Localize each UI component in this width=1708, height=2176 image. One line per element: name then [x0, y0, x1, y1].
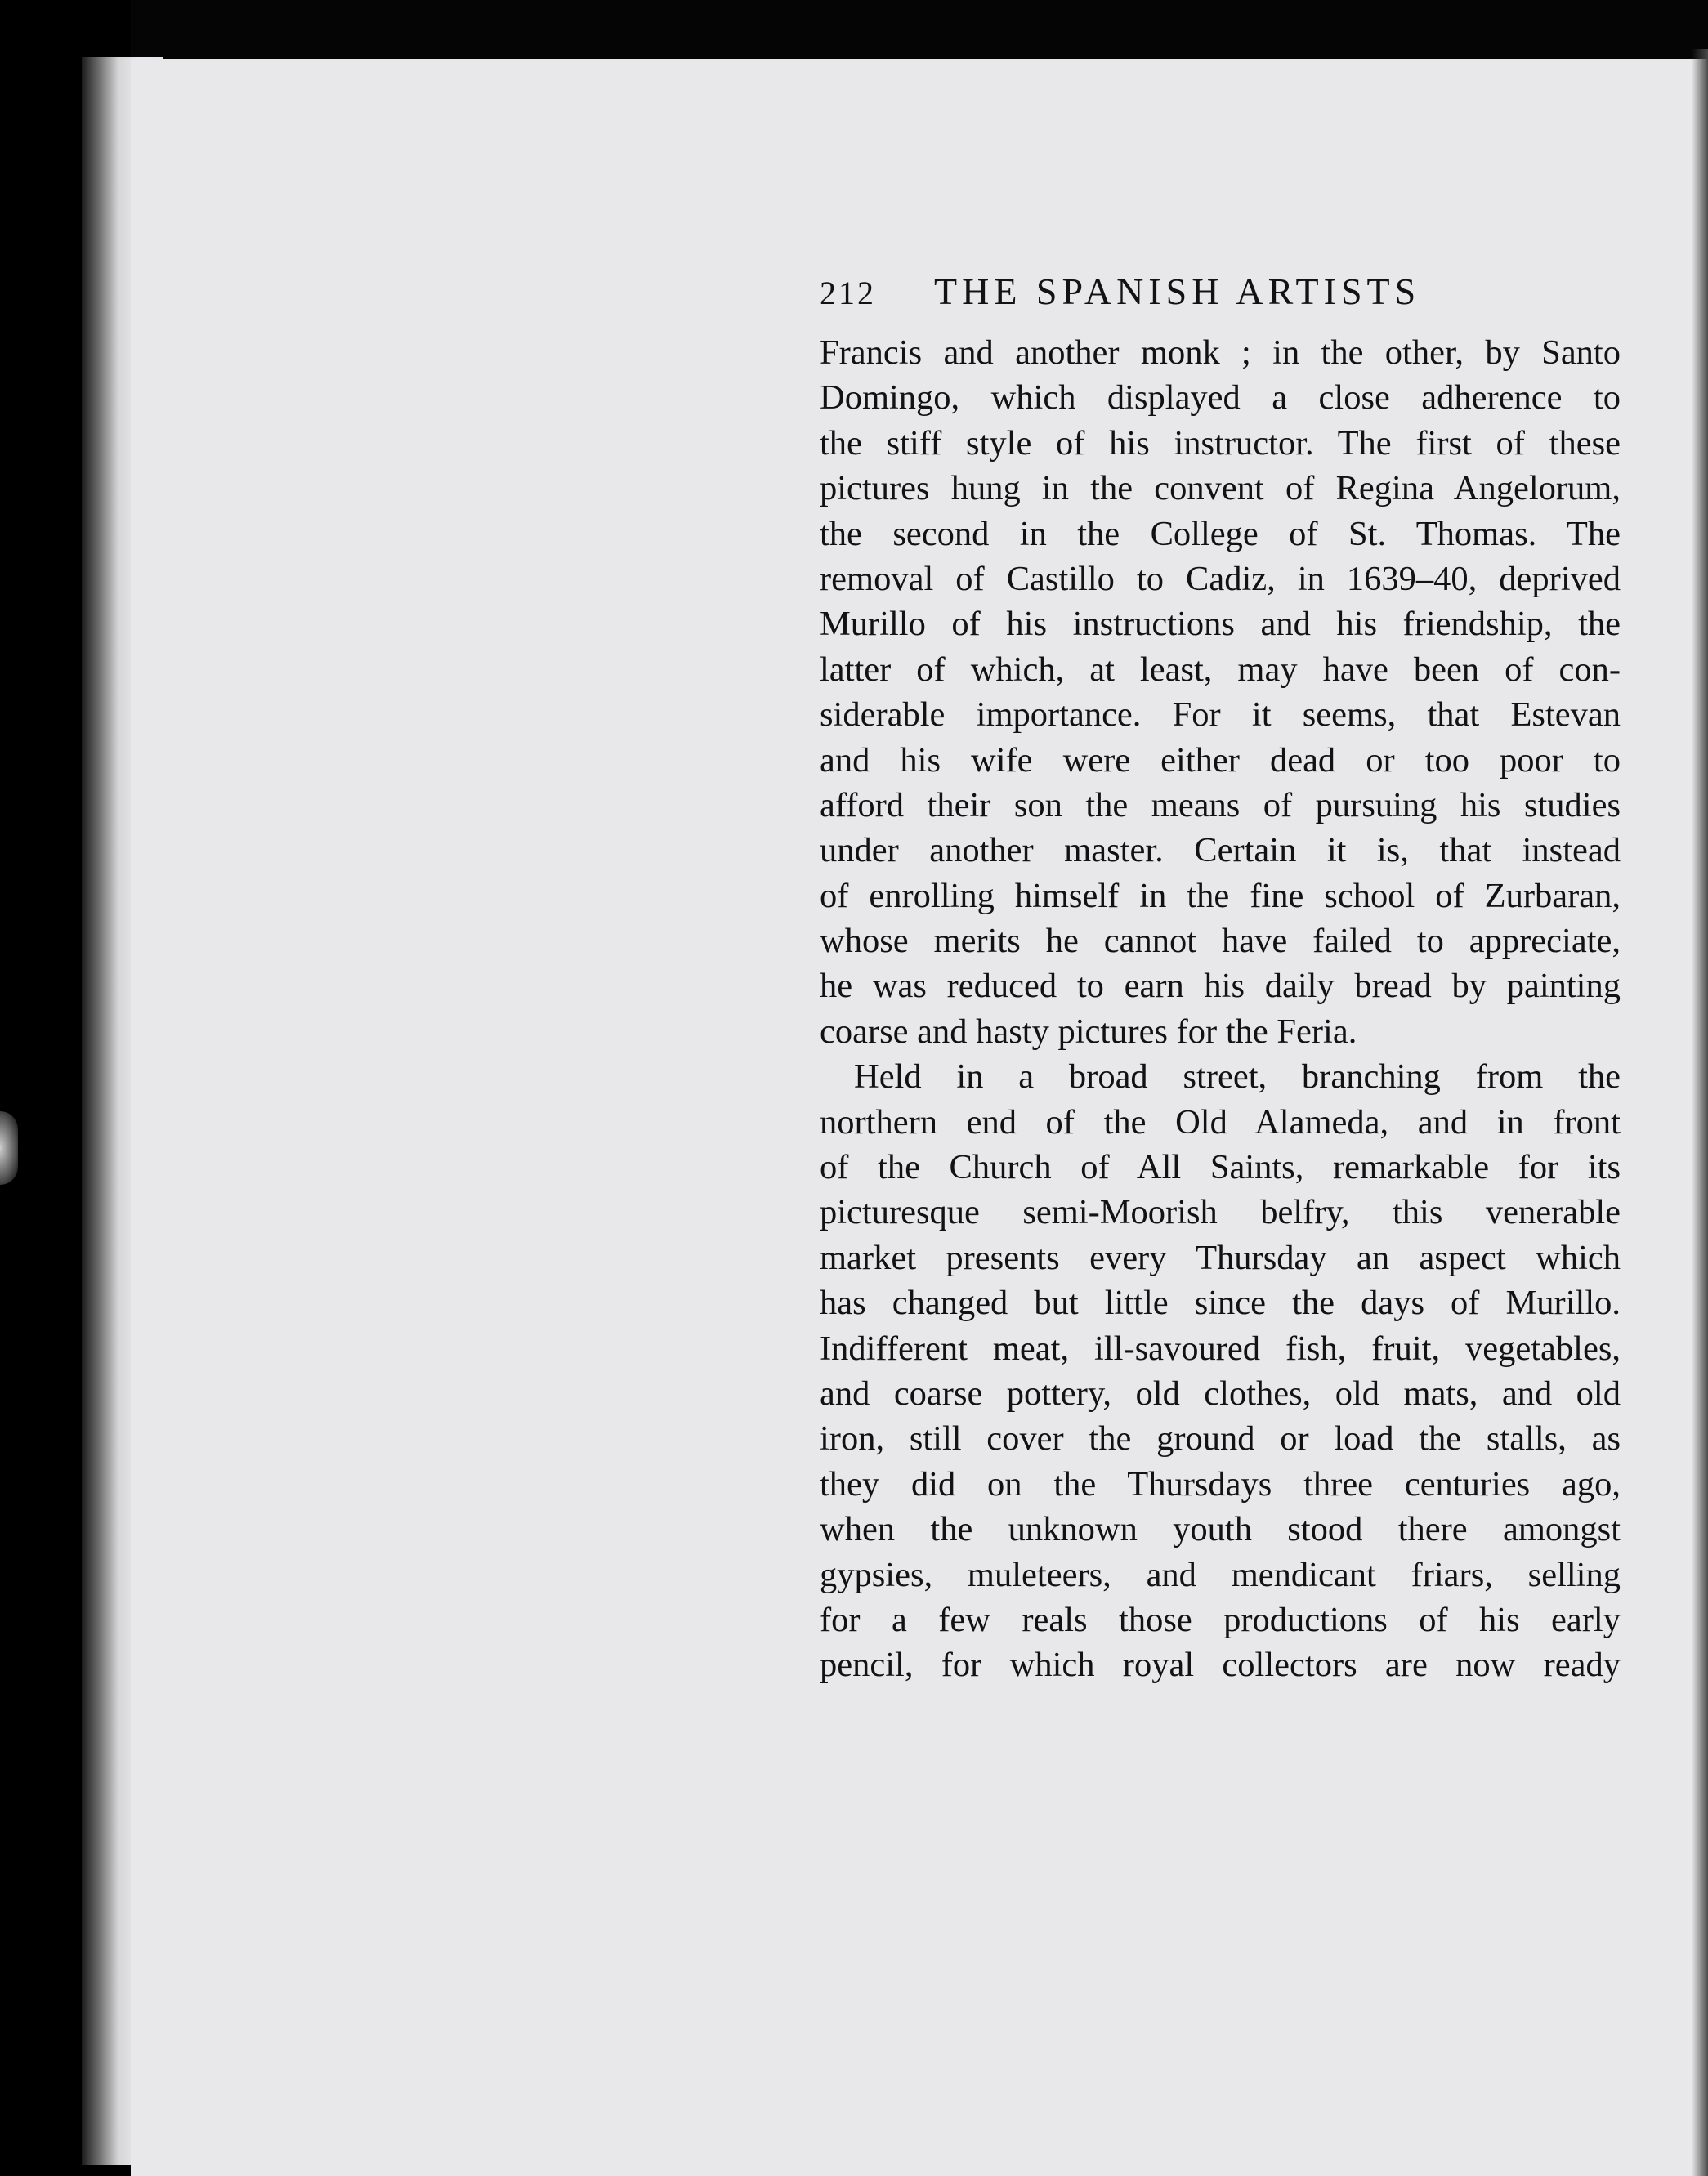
text-line: the stiff style of his instructor. The first of these: [820, 423, 1621, 462]
text-line: they did on the Thursdays three centuries ago,: [820, 1464, 1621, 1504]
text-line: pencil, for which royal collectors are now ready: [820, 1646, 1621, 1685]
text-line: Indifferent meat, ill-savoured fish, fruit, vegetables,: [820, 1329, 1621, 1368]
scan-margin-mark: [0, 1111, 18, 1185]
text-line: of enrolling himself in the fine school of Zurbaran,: [820, 876, 1621, 915]
text-line: and his wife were either dead or too poor to: [820, 740, 1621, 780]
text-line: he was reduced to earn his daily bread by painting: [820, 967, 1621, 1006]
scan-background-top: [131, 0, 1708, 59]
text-line: pictures hung in the convent of Regina Angelorum,: [820, 469, 1621, 508]
page-text-block: [820, 270, 1621, 1688]
text-line: siderable importance. For it seems, that Estevan: [820, 695, 1621, 735]
text-line: Francis and another monk ; in the other, by Santo: [820, 333, 1621, 372]
running-title: THE SPANISH ARTISTS: [934, 270, 1421, 312]
page-right-shadow: [1692, 49, 1708, 2176]
text-line: when the unknown youth stood there amongst: [820, 1510, 1621, 1549]
text-line: coarse and hasty pictures for the Feria.: [820, 1012, 1357, 1051]
running-head: [820, 270, 1621, 319]
text-line: market presents every Thursday an aspect which: [820, 1238, 1621, 1277]
text-line: latter of which, at least, may have been of con-: [820, 650, 1621, 689]
text-line: northern end of the Old Alameda, and in front: [820, 1102, 1621, 1142]
text-line: iron, still cover the ground or load the stalls, as: [820, 1419, 1621, 1459]
text-line: gypsies, muleteers, and mendicant friars, selling: [820, 1555, 1621, 1594]
text-line: Held in a broad street, branching from the: [854, 1057, 1621, 1097]
page-number: 212: [820, 275, 876, 311]
text-line: removal of Castillo to Cadiz, in 1639–40, deprived: [820, 559, 1621, 598]
text-line: whose merits he cannot have failed to appreciate,: [820, 922, 1621, 961]
text-line: and coarse pottery, old clothes, old mats, and old: [820, 1374, 1621, 1413]
text-line: for a few reals those productions of his early: [820, 1600, 1621, 1639]
paragraph-2: [820, 1054, 1621, 1687]
paragraph-1: [820, 330, 1621, 1054]
text-line: of the Church of All Saints, remarkable for its: [820, 1148, 1621, 1187]
text-line: the second in the College of St. Thomas. The: [820, 514, 1621, 553]
text-line: has changed but little since the days of Murillo.: [820, 1284, 1621, 1323]
text-line: picturesque semi-Moorish belfry, this venerable: [820, 1193, 1621, 1232]
text-line: Domingo, which displayed a close adherence to: [820, 378, 1621, 418]
text-line: Murillo of his instructions and his friendship, the: [820, 605, 1621, 644]
text-line: under another master. Certain it is, that instead: [820, 831, 1621, 870]
text-line: afford their son the means of pursuing his studies: [820, 785, 1621, 824]
